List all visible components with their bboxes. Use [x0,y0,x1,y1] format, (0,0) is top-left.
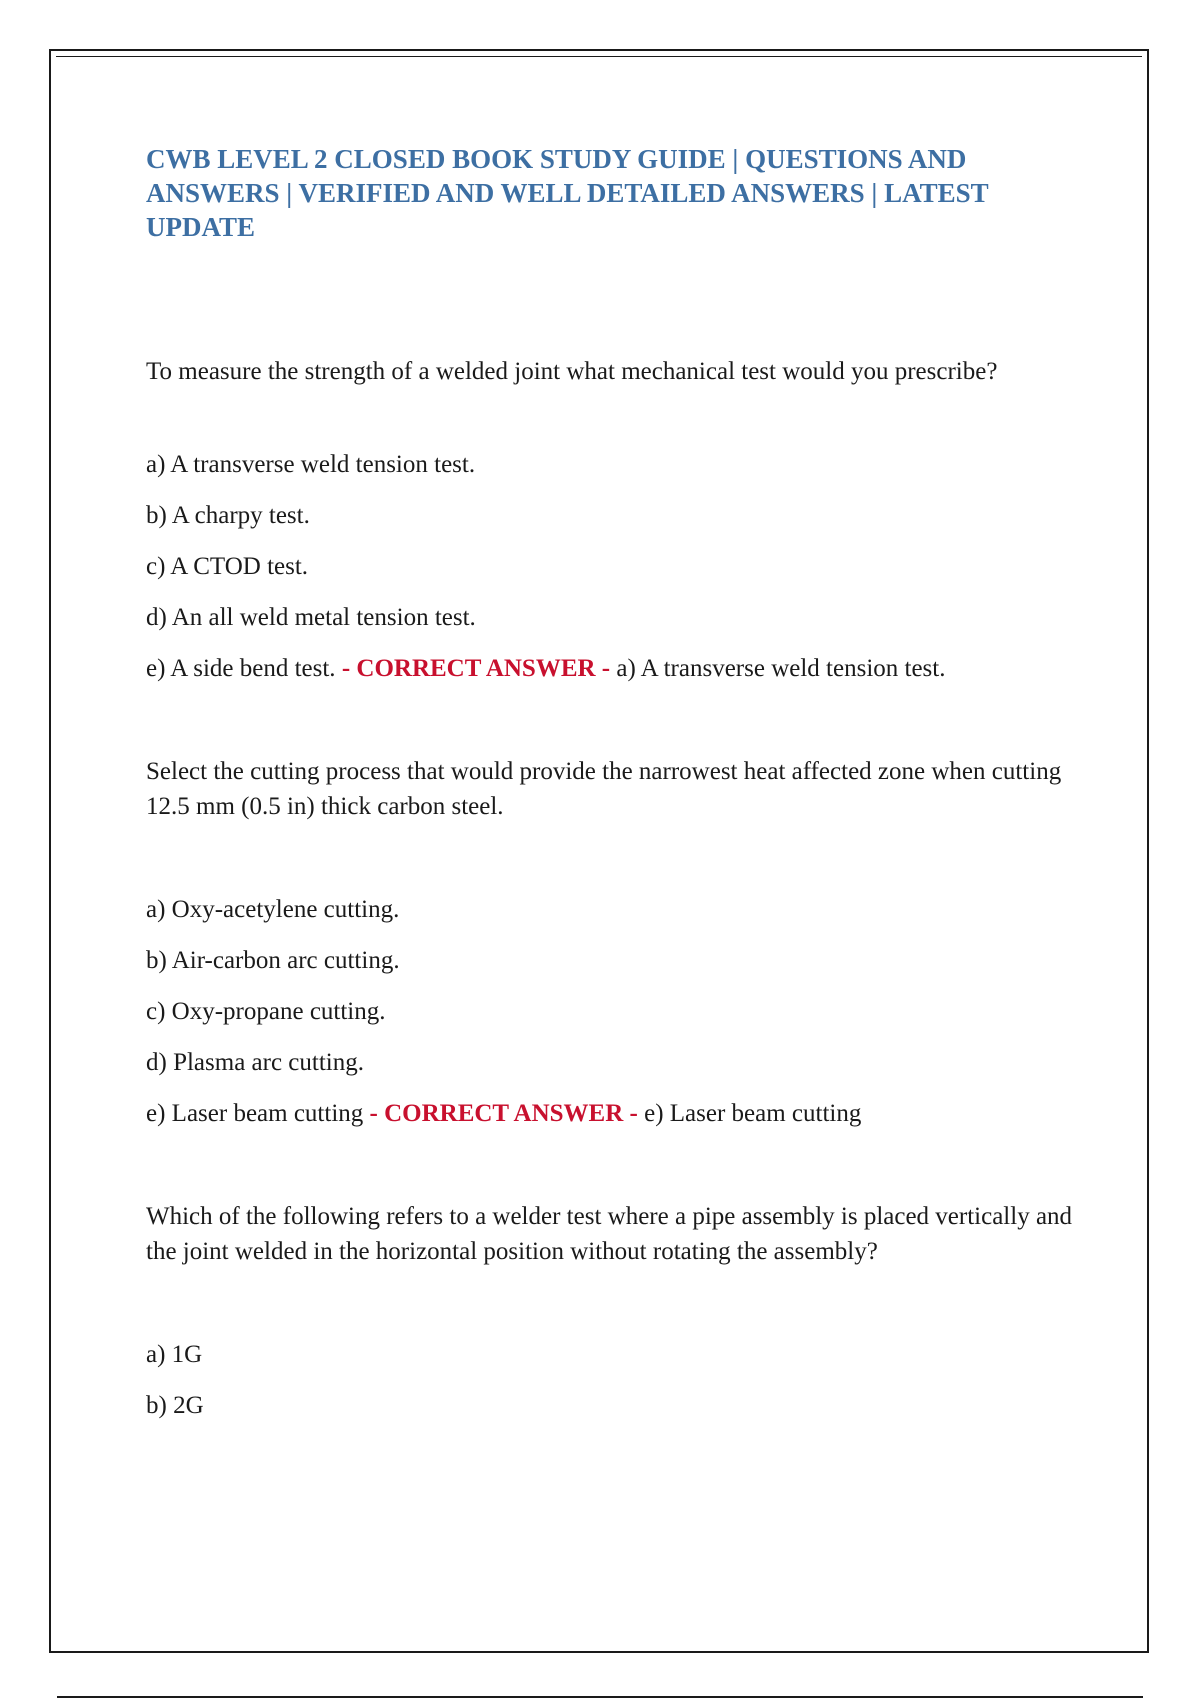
question-2-option-c: c) Oxy-propane cutting. [146,998,386,1025]
question-1-option-c: c) A CTOD test. [146,553,309,580]
question-3-option-a: a) 1G [146,1341,203,1368]
question-2-option-e-with-answer [146,1096,1076,1131]
question-1-option-b: b) A charpy test. [146,502,310,529]
question-1-correct-answer-marker: - CORRECT ANSWER - [341,655,611,682]
question-2-answer: e) Laser beam cutting [644,1100,862,1127]
question-2-option-a: a) Oxy-acetylene cutting. [146,896,400,923]
question-2-option-b: b) Air-carbon arc cutting. [146,947,400,974]
page-border-top-line [56,56,1142,57]
page-bottom-rule [57,1696,1143,1698]
question-1-option-e-with-answer [146,651,1076,686]
question-3-text: Which of the following refers to a welder test where a pipe assembly is placed vertically and the joint welded in the horizontal position without rotating the assembly? [146,1203,1073,1265]
document-title: CWB LEVEL 2 CLOSED BOOK STUDY GUIDE | QUESTIONS AND ANSWERS | VERIFIED AND WELL DETAILED ANSWERS | LATEST UPDATE [146,144,989,242]
question-2-option-d: d) Plasma arc cutting. [146,1049,364,1076]
question-3-option-b: b) 2G [146,1392,204,1419]
question-1-option-e: e) A side bend test. [146,655,336,682]
question-1-text: To measure the strength of a welded joint what mechanical test would you prescribe? [146,358,998,385]
question-2-option-e: e) Laser beam cutting [146,1100,364,1127]
question-1-option-d: d) An all weld metal tension test. [146,604,476,631]
question-1-answer: a) A transverse weld tension test. [616,655,946,682]
question-1-option-a: a) A transverse weld tension test. [146,451,476,478]
document-content [146,142,1076,1423]
question-2-correct-answer-marker: - CORRECT ANSWER - [369,1100,638,1127]
question-2-text: Select the cutting process that would provide the narrowest heat affected zone when cutting 12.5 mm (0.5 in) thick carbon steel. [146,758,1062,820]
